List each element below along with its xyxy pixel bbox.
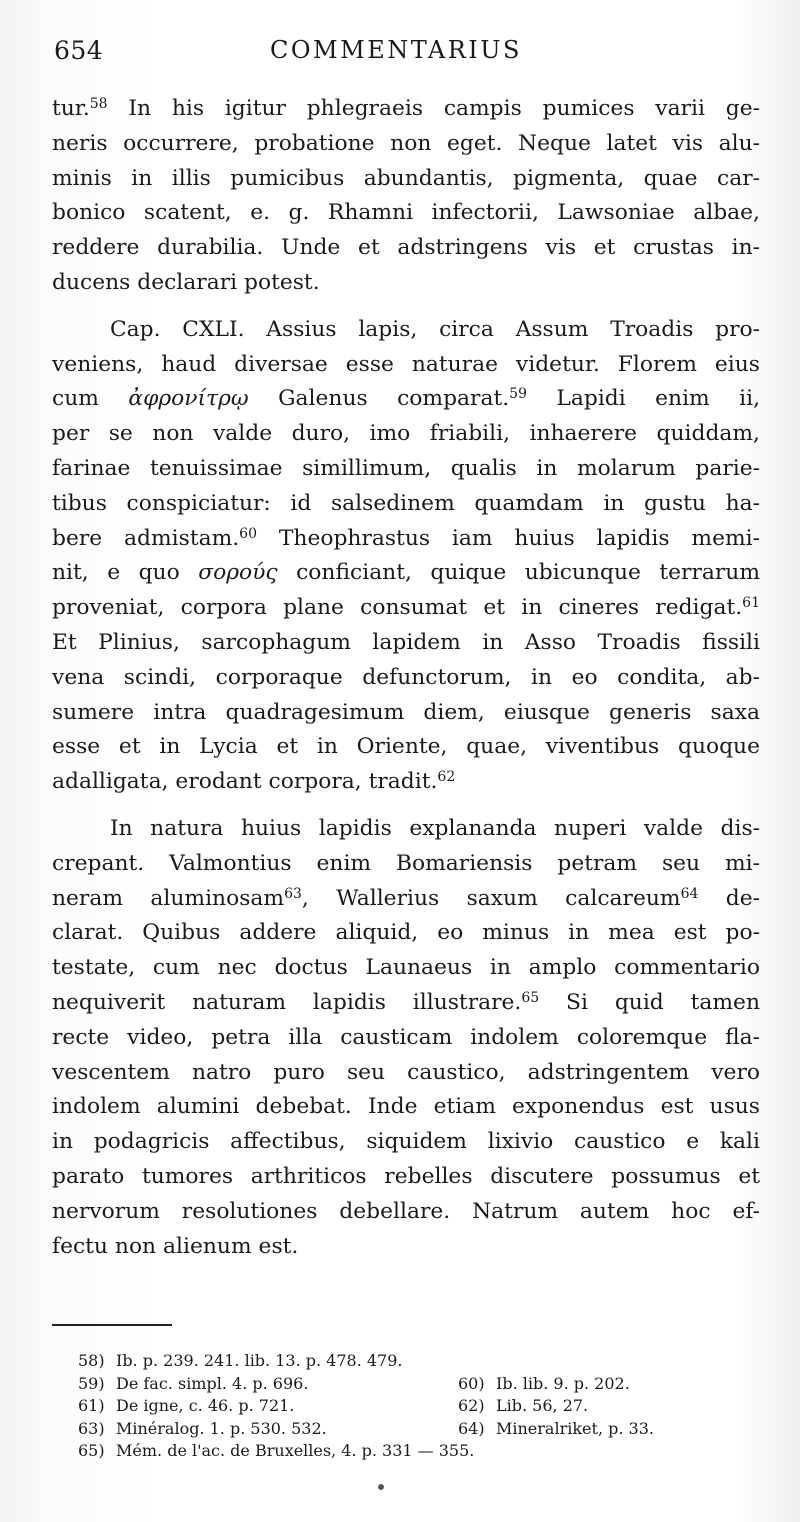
text-line bbox=[52, 522, 760, 557]
text-segment: conficiant, quique ubicunque terrarum bbox=[277, 560, 760, 586]
text-line bbox=[52, 556, 760, 591]
text-segment: Et Plinius, sarcophagum lapidem in Asso Troadis fissili bbox=[52, 629, 760, 655]
text-segment: clarat. Quibus addere aliquid, eo minus in mea est po- bbox=[52, 920, 760, 946]
text-segment: proveniat, corpora plane consumat et in cineres redigat. bbox=[52, 595, 743, 621]
footnote-ref: 59 bbox=[509, 386, 527, 403]
text-segment: per se non valde duro, imo friabili, inhaerere quiddam, bbox=[52, 421, 760, 447]
text-line bbox=[52, 882, 760, 917]
text-segment: cum bbox=[52, 386, 129, 412]
text-segment: parato tumores arthriticos rebelles discutere possumus et bbox=[52, 1163, 760, 1189]
text-segment: esse et in Lycia et in Oriente, quae, viventibus quoque bbox=[52, 734, 760, 760]
footnote-number: 64) bbox=[458, 1418, 485, 1438]
text-line bbox=[52, 591, 760, 626]
text-segment: vescentem natro puro seu caustico, adstringentem vero bbox=[52, 1059, 760, 1085]
text-segment: veniens, haud diversae esse naturae videtur. Florem eius bbox=[52, 351, 760, 377]
footnote-ref: 62 bbox=[437, 769, 456, 786]
text-segment: reddere durabilia. Unde et adstringens vis et crustas in- bbox=[52, 235, 760, 261]
text-line bbox=[52, 696, 760, 731]
text-line bbox=[52, 313, 760, 348]
footnote-number: 62) bbox=[458, 1396, 485, 1416]
text-line bbox=[52, 452, 760, 487]
footnote bbox=[458, 1418, 654, 1441]
text-segment: Cap. CXLI. Assius lapis, circa Assum Troadis pro- bbox=[110, 316, 760, 342]
text-line bbox=[52, 1056, 760, 1091]
footnote-text: Lib. 56, 27. bbox=[496, 1396, 589, 1416]
footnote-number: 59) bbox=[78, 1373, 105, 1393]
text-line bbox=[52, 196, 760, 231]
footnote-text: Minéralog. 1. p. 530. 532. bbox=[116, 1418, 327, 1438]
text-line bbox=[52, 417, 760, 452]
text-segment: nervorum resolutiones debellare. Natrum autem hoc ef- bbox=[52, 1198, 760, 1224]
footnote-text: Mineralriket, p. 33. bbox=[496, 1418, 654, 1438]
running-head: COMMENTARIUS bbox=[270, 36, 522, 64]
footnote-number: 58) bbox=[78, 1351, 105, 1370]
footnote-row bbox=[78, 1350, 718, 1373]
text-line bbox=[52, 487, 760, 522]
text-segment: bonico scatent, e. g. Rhamni infectorii, Lawsoniae albae, bbox=[52, 200, 760, 226]
footnote bbox=[78, 1350, 403, 1373]
text-segment: in podagricis affectibus, siquidem lixivio caustico e kali bbox=[52, 1129, 760, 1155]
text-line bbox=[52, 916, 760, 951]
text-line bbox=[52, 1021, 760, 1056]
text-segment: nequiverit naturam lapidis illustrare. bbox=[52, 989, 522, 1015]
page-number: 654 bbox=[54, 36, 104, 65]
text-segment: nit, e quo bbox=[52, 560, 199, 586]
footnote-text: De fac. simpl. 4. p. 696. bbox=[116, 1373, 309, 1393]
text-segment: adalligata, erodant corpora, tradit. bbox=[52, 769, 438, 795]
footnotes bbox=[78, 1350, 718, 1463]
text-line bbox=[52, 1230, 760, 1265]
text-line bbox=[52, 127, 760, 162]
text-segment: Galenus comparat. bbox=[248, 386, 510, 412]
text-segment: bere admistam. bbox=[52, 525, 240, 551]
text-segment: testate, cum nec doctus Launaeus in amplo commentario bbox=[52, 955, 760, 981]
footnote bbox=[458, 1395, 588, 1418]
text-segment: tibus conspiciatur: id salsedinem quamdam in gustu ha- bbox=[52, 490, 760, 516]
footnote bbox=[78, 1418, 458, 1441]
text-line bbox=[52, 847, 760, 882]
footnote-number: 65) bbox=[78, 1441, 105, 1461]
footnote-row bbox=[78, 1395, 718, 1418]
footnote-text: Ib. lib. 9. p. 202. bbox=[496, 1373, 630, 1393]
text-segment: sumere intra quadragesimum diem, eiusque generis saxa bbox=[52, 699, 760, 725]
footnote-number: 63) bbox=[78, 1418, 105, 1438]
footnote-text: Mém. de l'ac. de Bruxelles, 4. p. 331 — 355. bbox=[116, 1441, 475, 1461]
text-line bbox=[52, 1160, 760, 1195]
footnote-text: Ib. p. 239. 241. lib. 13. p. 478. 479. bbox=[116, 1351, 403, 1370]
text-segment: In natura huius lapidis explananda nuperi valde dis- bbox=[110, 815, 760, 841]
text-line bbox=[52, 765, 760, 800]
text-segment: In his igitur phlegraeis campis pumices varii ge- bbox=[107, 96, 760, 121]
footnote-ref: 61 bbox=[742, 595, 760, 612]
text-line bbox=[52, 382, 760, 417]
text-line bbox=[52, 1090, 760, 1125]
footnote-row bbox=[78, 1373, 718, 1396]
text-line bbox=[52, 162, 760, 197]
text-line bbox=[52, 231, 760, 266]
text-segment: minis in illis pumicibus abundantis, pigmenta, quae car- bbox=[52, 165, 760, 191]
text-segment: , Wallerius saxum calcareum bbox=[301, 885, 681, 911]
body-text bbox=[52, 92, 760, 1276]
paragraph bbox=[52, 313, 760, 800]
footnote-text: De igne, c. 46. p. 721. bbox=[116, 1396, 295, 1416]
text-segment: tur. bbox=[52, 96, 90, 121]
text-line bbox=[52, 812, 760, 847]
text-line bbox=[52, 626, 760, 661]
footnote-number: 60) bbox=[458, 1373, 485, 1393]
page-header bbox=[50, 36, 760, 76]
text-line bbox=[52, 1125, 760, 1160]
text-segment: vena scindi, corporaque defunctorum, in eo condita, ab- bbox=[52, 664, 760, 690]
text-segment: farinae tenuissimae simillimum, qualis in molarum parie- bbox=[52, 455, 760, 481]
text-line bbox=[52, 1195, 760, 1230]
text-segment: Si quid tamen bbox=[539, 989, 760, 1015]
footnote-ref: 58 bbox=[89, 96, 108, 112]
ink-smudge bbox=[378, 1484, 384, 1490]
text-line bbox=[52, 266, 760, 301]
text-segment: neram aluminosam bbox=[52, 885, 285, 911]
text-segment: fectu non alienum est. bbox=[52, 1233, 299, 1259]
text-line bbox=[52, 951, 760, 986]
text-line bbox=[52, 92, 760, 127]
text-segment: ducens declarari potest. bbox=[52, 269, 320, 295]
text-segment: de- bbox=[698, 885, 760, 911]
text-segment: recte video, petra illa causticam indolem coloremque fla- bbox=[52, 1024, 760, 1050]
footnote-ref: 60 bbox=[239, 525, 257, 542]
footnote-row bbox=[78, 1440, 718, 1463]
footnote-ref: 63 bbox=[284, 885, 302, 902]
text-segment: neris occurrere, probatione non eget. Neque latet vis alu- bbox=[52, 130, 760, 156]
text-line bbox=[52, 661, 760, 696]
footnote bbox=[78, 1440, 474, 1463]
text-segment: indolem alumini debebat. Inde etiam exponendus est usus bbox=[52, 1094, 760, 1120]
text-segment: Theophrastus iam huius lapidis memi- bbox=[257, 525, 760, 551]
footnote bbox=[458, 1373, 630, 1396]
text-segment: Lapidi enim ii, bbox=[526, 386, 761, 412]
text-segment: crepant. Valmontius enim Bomariensis petram seu mi- bbox=[52, 850, 760, 876]
footnote-ref: 64 bbox=[680, 885, 699, 902]
text-line bbox=[52, 348, 760, 383]
greek-word: σορούς bbox=[198, 560, 278, 586]
footnote-number: 61) bbox=[78, 1396, 105, 1416]
greek-word: ἀφρονίτρῳ bbox=[128, 386, 249, 412]
text-line bbox=[52, 986, 760, 1021]
paragraph bbox=[52, 812, 760, 1264]
paragraph bbox=[52, 92, 760, 301]
footnote-rule bbox=[52, 1324, 172, 1326]
footnote-row bbox=[78, 1418, 718, 1441]
footnote bbox=[78, 1395, 458, 1418]
text-line bbox=[52, 730, 760, 765]
footnote bbox=[78, 1373, 458, 1396]
footnote-ref: 65 bbox=[521, 989, 540, 1006]
